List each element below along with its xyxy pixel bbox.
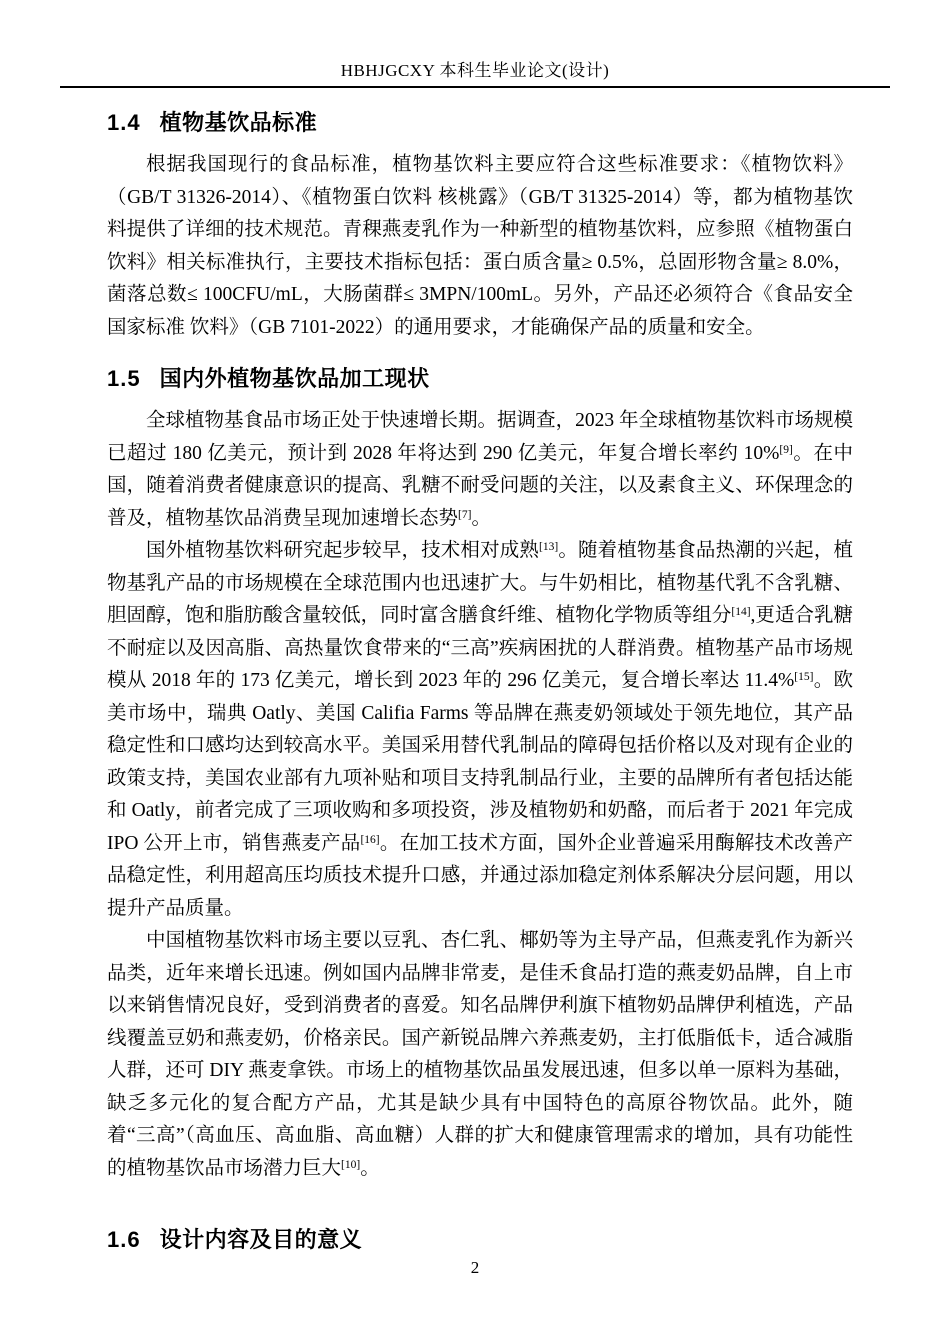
section-title: 设计内容及目的意义 — [159, 1227, 363, 1252]
body-paragraph: 根据我国现行的食品标准，植物基饮料主要应符合这些标准要求：《植物饮料》（GB/T 31326-2014）、《植物蛋白饮料 核桃露》（GB/T 31325-2014）等，都为植物基饮料提供了详细的技术规范。青稞燕麦乳作为一种新型的植物基饮料，应参照《植物蛋白饮料》相关标准执行，主要技术指标包括：蛋白质含量≥ 0.5%，总固形物含量≥ 8.0%，菌落总数≤ 100CFU/mL，大肠菌群≤ 3MPN/100mL。另外，产品还必须符合《食品安全国家标准 饮料》（GB 7101-2022）的通用要求，才能确保产品的质量和安全。 — [107, 154, 853, 338]
page-header — [60, 0, 890, 88]
body-paragraph: 国外植物基饮料研究起步较早，技术相对成熟[13]。随着植物基食品热潮的兴起，植物基乳产品的市场规模在全球范围内也迅速扩大。与牛奶相比，植物基代乳不含乳糖、胆固醇，饱和脂肪酸含量较低，同时富含膳食纤维、植物化学物质等组分[14],更适合乳糖不耐症以及因高脂、高热量饮食带来的“三高”疾病困扰的人群消费。植物基产品市场规模从 2018 年的 173 亿美元，增长到 2023 年的 296 亿美元，复合增长率达 11.4%[15]。欧美市场中，瑞典 Oatly、美国 Califia Farms 等品牌在燕麦奶领域处于领先地位，其产品稳定性和口感均达到较高水平。美国采用替代乳制品的障碍包括价格以及对现有企业的政策支持，美国农业部有九项补贴和项目支持乳制品行业，主要的品牌所有者包括达能和 Oatly，前者完成了三项收购和多项投资，涉及植物奶和奶酪，而后者于 2021 年完成 IPO 公开上市，销售燕麦产品[16]。在加工技术方面，国外企业普遍采用酶解技术改善产品稳定性，利用超高压均质技术提升口感，并通过添加稳定剂体系解决分层问题，用以提升产品质量。 — [107, 540, 853, 919]
document-body — [0, 108, 950, 1255]
section-number: 1.4 — [107, 110, 141, 135]
section-number: 1.6 — [107, 1227, 141, 1252]
body-paragraph: 全球植物基食品市场正处于快速增长期。据调查，2023 年全球植物基饮料市场规模已超过 180 亿美元，预计到 2028 年将达到 290 亿美元，年复合增长率约 10%[9]。在中国，随着消费者健康意识的提高、乳糖不耐受问题的关注，以及素食主义、环保理念的普及，植物基饮品消费呈现加速增长态势[7]。 — [107, 410, 853, 529]
body-paragraph: 中国植物基饮料市场主要以豆乳、杏仁乳、椰奶等为主导产品，但燕麦乳作为新兴品类，近年来增长迅速。例如国内品牌非常麦，是佳禾食品打造的燕麦奶品牌，自上市以来销售情况良好，受到消费者的喜爱。知名品牌伊利旗下植物奶品牌伊利植选，产品线覆盖豆奶和燕麦奶，价格亲民。国产新锐品牌六养燕麦奶，主打低脂低卡，适合减脂人群，还可 DIY 燕麦拿铁。市场上的植物基饮品虽发展迅速，但多以单一原料为基础，缺乏多元化的复合配方产品，尤其是缺少具有中国特色的高原谷物饮品。此外，随着“三高”（高血压、高血脂、高血糖）人群的扩大和健康管理需求的增加，具有功能性的植物基饮品市场潜力巨大[10]。 — [107, 930, 853, 1179]
section-heading-1-5 — [107, 364, 853, 394]
section-title: 国内外植物基饮品加工现状 — [159, 366, 430, 391]
section-title: 植物基饮品标准 — [159, 110, 318, 135]
section-number: 1.5 — [107, 366, 141, 391]
running-head-title: HBHJGCXY 本科生毕业论文(设计) — [340, 61, 610, 80]
page-number: 2 — [470, 1258, 480, 1277]
section-heading-1-4 — [107, 108, 853, 138]
page-footer — [0, 1258, 950, 1278]
section-heading-1-6 — [107, 1225, 853, 1255]
